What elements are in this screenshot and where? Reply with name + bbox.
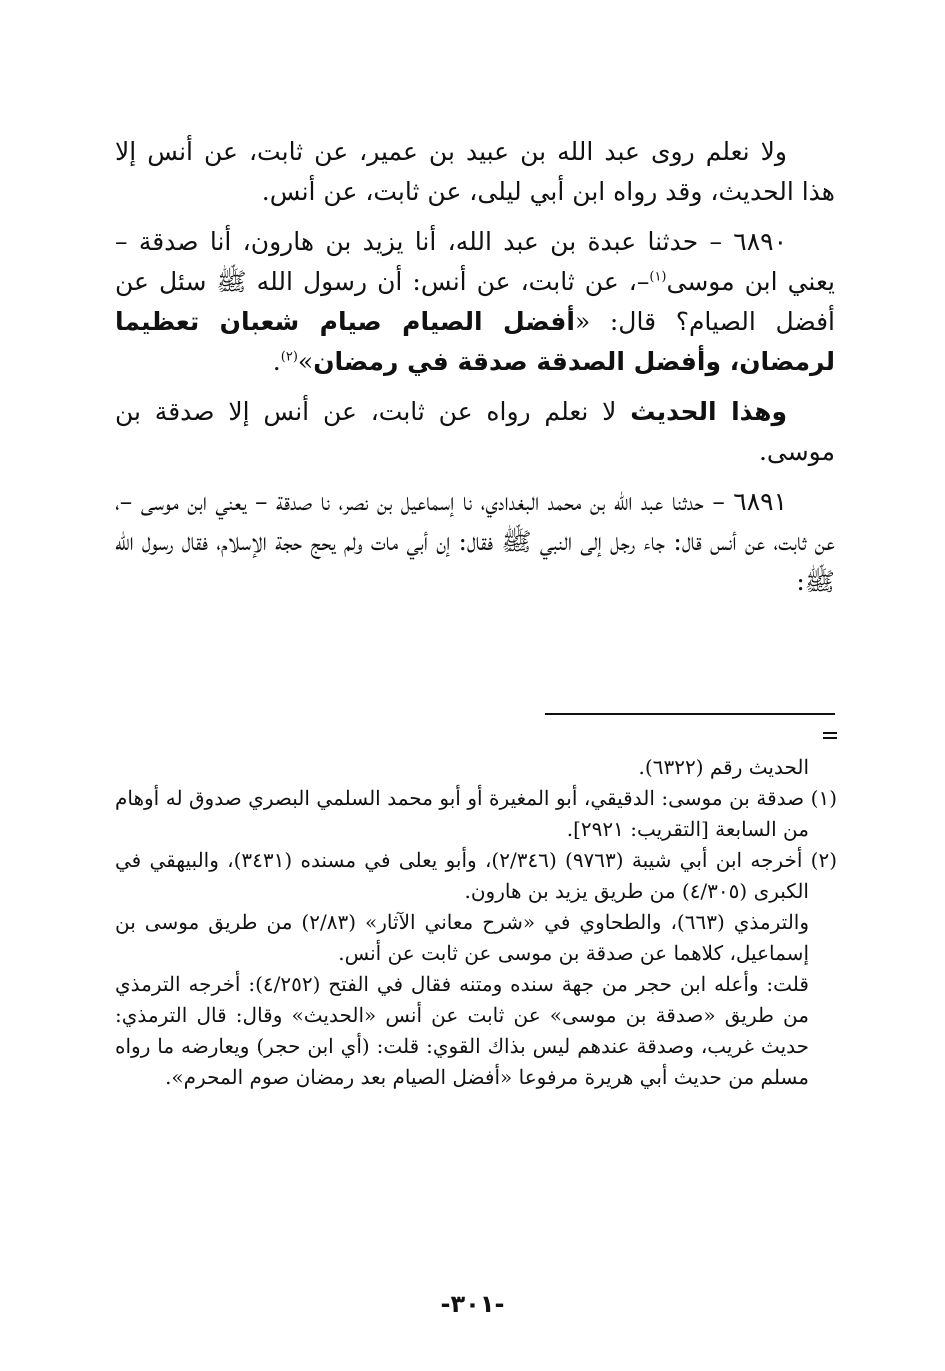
- paragraph-intro: ولا نعلم روى عبد الله بن عبيد بن عمير، عن ثابت، عن أنس إلا هذا الحديث، وقد رواه ابن أبي ليلى، عن ثابت، عن أنس.: [115, 137, 835, 206]
- paragraph-comment: [115, 392, 835, 472]
- comment-lead: وهذا الحديث: [630, 397, 787, 426]
- hadith-6891: ٦٨٩١ – حدثنا عبد الله بن محمد البغدادي، نا إسماعيل بن نصر، نا صدقة – يعني ابن موسى –، عن ثابت، عن أنس قال: جاء رجل إلى النبي ﷺ فقال: إن أبي مات ولم يحج حجة الإسلام، فقال رسول الله ﷺ:: [115, 487, 835, 596]
- hadith-6890-quote-close: »: [297, 347, 314, 376]
- hadith-6890-part-b: –، عن ثابت، عن أنس: أن رسول الله ﷺ سئل عن أفضل الصيام؟ قال: «: [115, 267, 835, 336]
- footnote-ref-2[interactable]: (٢): [280, 349, 298, 365]
- footnote-ref-1[interactable]: (١): [649, 269, 667, 285]
- footnotes: [115, 752, 837, 1093]
- hadith-6890-end: .: [272, 347, 281, 376]
- page-number: -٣٠١-: [440, 1290, 505, 1318]
- hadith-6890-part-a: ٦٨٩٠ – حدثنا عبدة بن عبد الله، أنا يزيد بن هارون، أنا صدقة – يعني ابن موسى: [115, 227, 835, 296]
- hadith-6890-matn: أفضل الصيام صيام شعبان تعظيما لرمضان، وأفضل الصدقة صدقة في رمضان: [115, 307, 835, 376]
- comment-rest: لا نعلم رواه عن ثابت، عن أنس إلا صدقة بن موسى.: [115, 397, 835, 466]
- continuation-mark: [823, 732, 837, 739]
- footnote-separator: [545, 713, 835, 715]
- footnote-2-cont-b: قلت: وأعله ابن حجر من جهة سنده ومتنه فقال في الفتح (٤/٢٥٢): أخرجه الترمذي من طريق «صدقة بن موسى» عن ثابت عن أنس «الحديث» وقال: قال الترمذي: حديث غريب، وصدقة عندهم ليس بذاك القوي: قلت: (أي ابن حجر) ويعارضه ما رواه مسلم من حديث أبي هريرة مرفوعا «أفضل الصيام بعد رمضان صوم المحرم».: [115, 972, 809, 1089]
- footnote-2-cont-a: والترمذي (٦٦٣)، والطحاوي في «شرح معاني الآثار» (٢/٨٣) من طريق موسى بن إسماعيل، كلاهما عن صدقة بن موسى عن ثابت عن أنس.: [115, 910, 810, 965]
- footnote-1: (١) صدقة بن موسى: الدقيقي، أبو المغيرة أو أبو محمد السلمي البصري صدوق له أوهام من السابعة [التقريب: ٢٩٢١].: [115, 786, 837, 841]
- footnote-2: (٢) أخرجه ابن أبي شيبة (٩٧٦٣) (٢/٣٤٦)، وأبو يعلى في مسنده (٣٤٣١)، والبيهقي في الكبرى (٤/٣٠٥) من طريق يزيد بن هارون.: [115, 848, 838, 903]
- main-text: [115, 132, 835, 612]
- hadith-6890: [115, 222, 835, 382]
- footnote-continuation: الحديث رقم (٦٣٢٢).: [638, 755, 809, 779]
